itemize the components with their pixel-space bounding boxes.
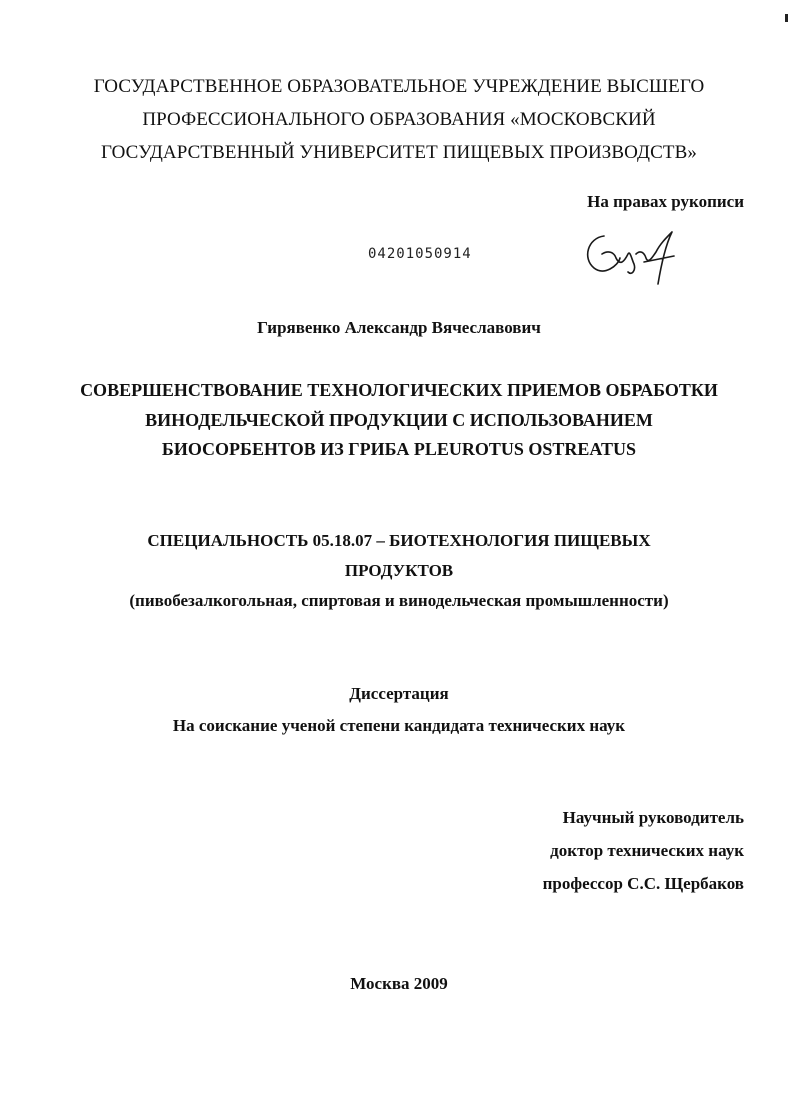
specialty-line-1: СПЕЦИАЛЬНОСТЬ 05.18.07 – БИОТЕХНОЛОГИЯ ПИЩЕВЫХ	[147, 531, 651, 550]
city-year: Москва 2009	[350, 974, 448, 993]
author-name: Гирявенко Александр Вячеславович	[257, 318, 541, 337]
supervisor-degree: доктор технических наук	[550, 841, 744, 860]
thesis-title-line-2: ВИНОДЕЛЬЧЕСКОЙ ПРОДУКЦИИ С ИСПОЛЬЗОВАНИЕМ	[145, 410, 653, 430]
scan-corner-mark	[785, 14, 788, 22]
work-type: Диссертация	[349, 684, 449, 703]
rights-note: На правах рукописи	[587, 192, 744, 211]
supervisor-role: Научный руководитель	[562, 808, 744, 827]
degree-purpose: На соискание ученой степени кандидата технических наук	[172, 716, 626, 735]
specialty-line-2: ПРОДУКТОВ	[344, 561, 454, 580]
institution-line-3: ГОСУДАРСТВЕННЫЙ УНИВЕРСИТЕТ ПИЩЕВЫХ ПРОИЗВОДСТВ»	[101, 142, 697, 163]
institution-line-2: ПРОФЕССИОНАЛЬНОГО ОБРАЗОВАНИЯ «МОСКОВСКИЙ	[142, 109, 656, 130]
specialty-line-3: (пивобезалкогольная, спиртовая и винодельческая промышленности)	[129, 591, 669, 610]
thesis-title-line-3: БИОСОРБЕНТОВ ИЗ ГРИБА PLEUROTUS OSTREATUS	[161, 439, 637, 459]
institution-line-1: ГОСУДАРСТВЕННОЕ ОБРАЗОВАТЕЛЬНОЕ УЧРЕЖДЕНИЕ ВЫСШЕГО	[93, 76, 705, 97]
thesis-title-line-1: СОВЕРШЕНСТВОВАНИЕ ТЕХНОЛОГИЧЕСКИХ ПРИЕМОВ ОБРАБОТКИ	[80, 380, 718, 400]
registration-number: 04201050914	[368, 246, 472, 262]
supervisor-name: профессор С.С. Щербаков	[542, 874, 744, 893]
handwritten-signature	[574, 214, 694, 294]
